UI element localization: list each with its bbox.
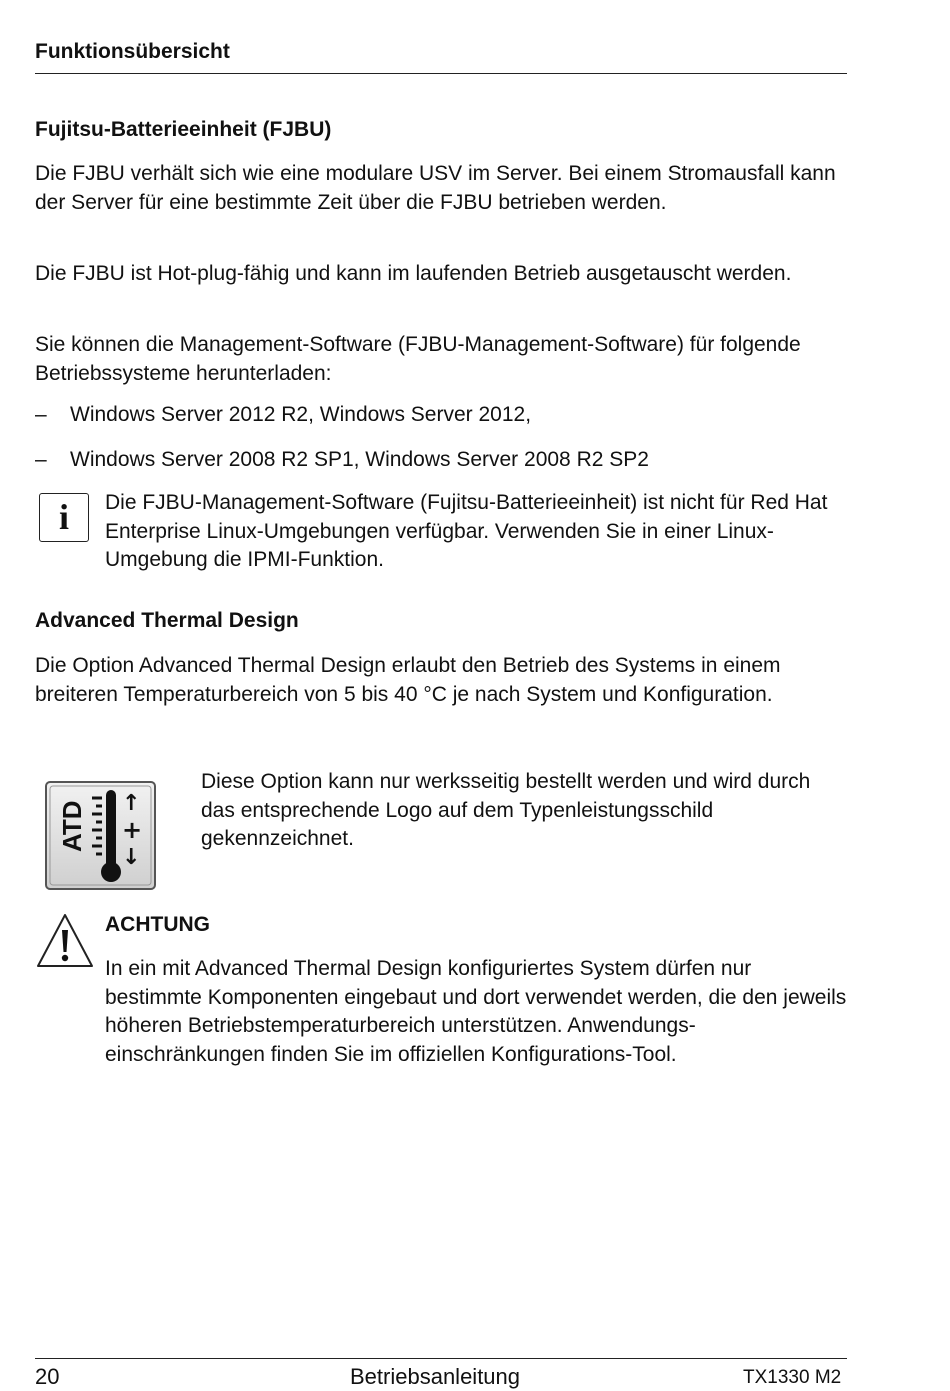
- os-list-item: Windows Server 2008 R2 SP1, Windows Server 2008 R2 SP2: [70, 448, 649, 471]
- atd-thermometer-logo: [44, 780, 157, 891]
- caution-text: In ein mit Advanced Thermal Design konfiguriertes System dürfen nur bestimmte Komponenten eingebaut und dort verwendet werden, die den jeweils höheren Betriebstemperaturbereich unterstützen. Anwendungs-einschränkungen finden Sie im offiziellen Konfigurations-Tool.: [105, 957, 847, 1066]
- bullet-marker: –: [35, 448, 47, 471]
- bullet-marker: –: [35, 403, 47, 426]
- footer-model: TX1330 M2: [743, 1367, 842, 1388]
- fjbu-paragraph-2: Die FJBU ist Hot-plug-fähig und kann im laufenden Betrieb ausgetauscht werden.: [35, 262, 792, 285]
- caution-title: ACHTUNG: [105, 913, 210, 936]
- footer-document-title: Betriebsanleitung: [350, 1364, 521, 1389]
- info-note-text: Die FJBU-Management-Software (Fujitsu-Batterieeinheit) ist nicht für Red Hat Enterprise Linux-Umgebungen verfügbar. Verwenden Sie in einer Linux-Umgebung die IPMI-Funktion.: [105, 491, 828, 571]
- svg-text:↑: ↑: [122, 791, 141, 816]
- svg-text:+: +: [122, 816, 143, 844]
- svg-text:↓: ↓: [122, 845, 141, 870]
- footer-divider: [35, 1358, 847, 1359]
- atd-logo-note: Diese Option kann nur werksseitig bestellt werden und wird durch das entsprechende Logo auf dem Typenleistungsschild gekennzeichnet.: [201, 770, 811, 850]
- header-divider: [35, 73, 847, 74]
- fjbu-paragraph-1: Die FJBU verhält sich wie eine modulare USV im Server. Bei einem Stromausfall kann der Server für eine bestimmte Zeit über die FJBU betrieben werden.: [35, 162, 836, 214]
- atd-paragraph-1: Die Option Advanced Thermal Design erlaubt den Betrieb des Systems in einem breiteren Temperaturbereich von 5 bis 40 °C je nach System und Konfiguration.: [35, 654, 781, 706]
- section-heading-fjbu: Fujitsu-Batterieeinheit (FJBU): [35, 118, 332, 141]
- os-list-item: Windows Server 2012 R2, Windows Server 2012,: [70, 403, 532, 426]
- fjbu-paragraph-3: Sie können die Management-Software (FJBU-Management-Software) für folgende Betriebssysteme herunterladen:: [35, 333, 801, 385]
- svg-text:ATD: ATD: [57, 800, 87, 852]
- page-number: 20: [35, 1364, 60, 1389]
- page-header-title: Funktionsübersicht: [35, 40, 230, 63]
- info-icon: i: [39, 493, 89, 542]
- section-heading-atd: Advanced Thermal Design: [35, 609, 299, 632]
- warning-triangle-icon: [35, 912, 95, 970]
